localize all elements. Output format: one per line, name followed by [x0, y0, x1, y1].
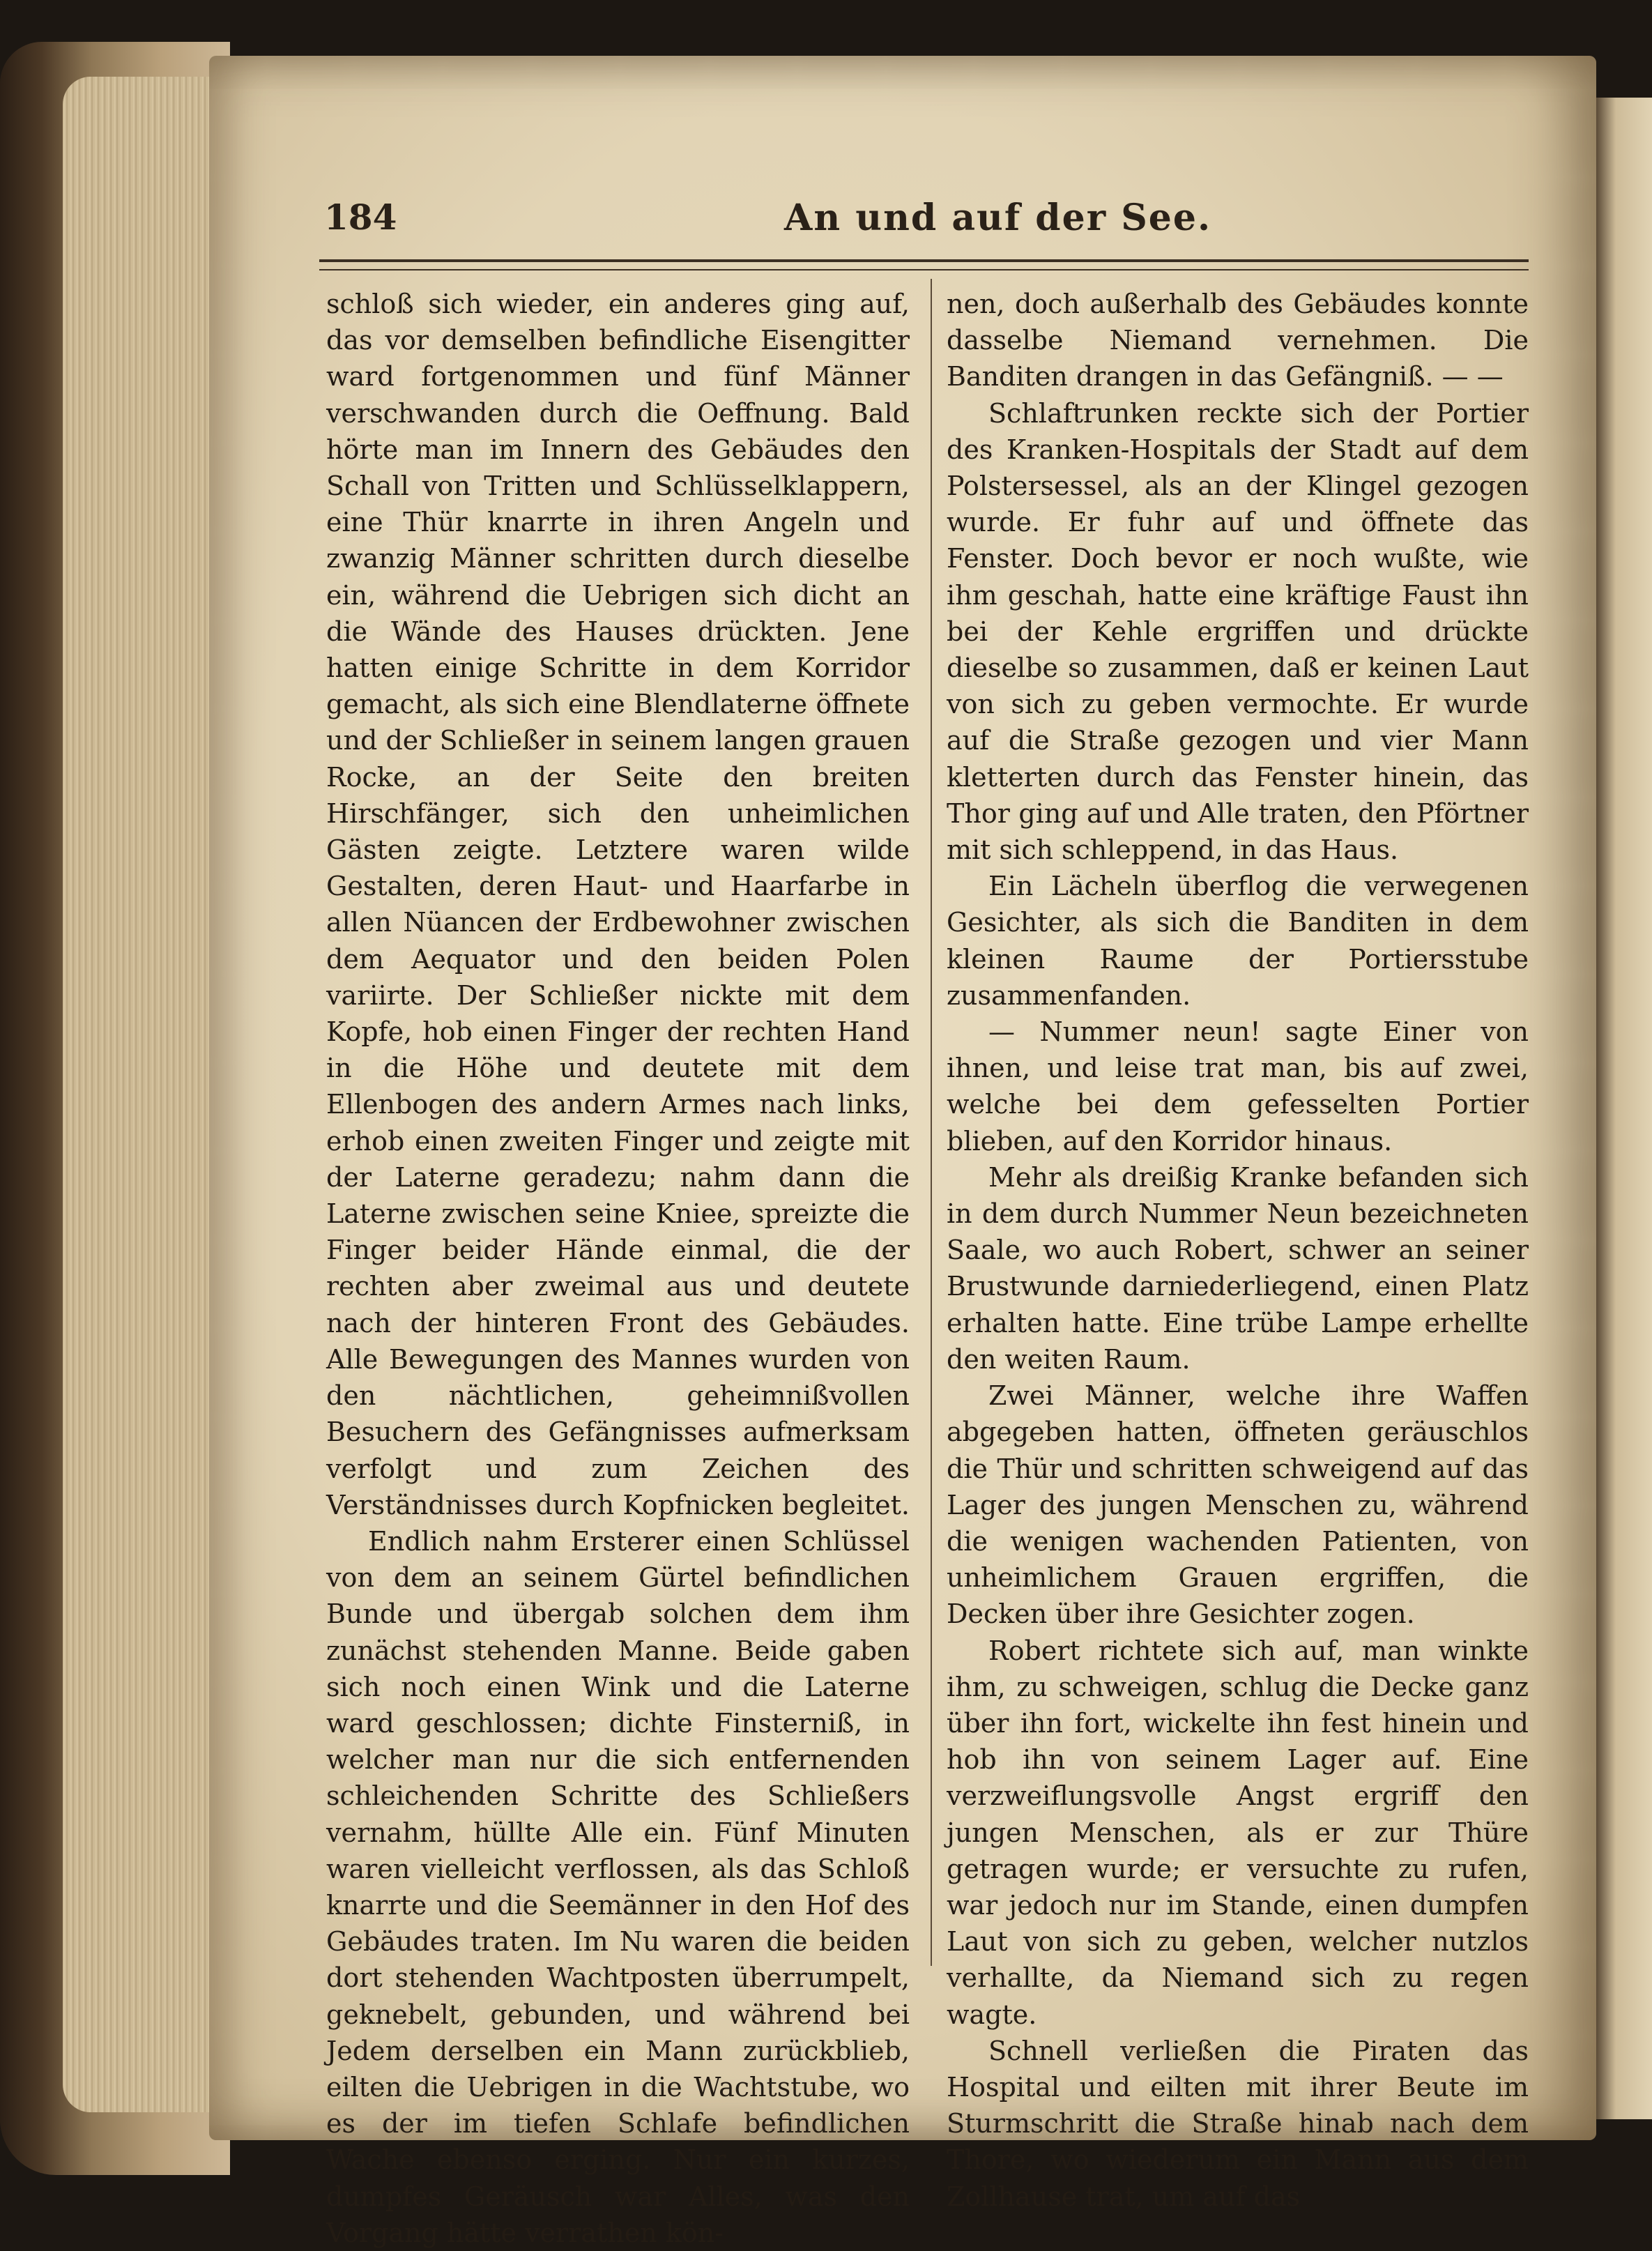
paragraph: Schnell verließen die Piraten das Hospital und eilten mit ihrer Beute im Sturmschritt die Straße hinab nach dem Thore, wo wiederum ein Mann aus dem Zollhause trat, um auf das	[947, 2035, 1529, 2212]
paragraph: Robert richtete sich auf, man winkte ihm, zu schweigen, schlug die Decke ganz über ihn fort, wickelte ihn fest hinein und hob ihn von seinem Lager auf. Eine verzweiflungsvolle Angst ergriff den jungen Menschen, als er zur Thüre getragen wurde; er versuchte zu rufen, war jedoch nur im Stande, einen dumpfen Laut von sich zu geben, welcher nutzlos verhallte, da Niemand sich zu regen wagte.	[947, 1635, 1529, 2030]
facing-page-edge	[1596, 98, 1652, 2119]
header-rule	[319, 259, 1529, 270]
paragraph: — Nummer neun! sagte Einer von ihnen, und leise trat man, bis auf zwei, welche bei dem gefesselten Portier blieben, auf den Korridor hinaus.	[947, 1016, 1529, 1157]
running-title: An und auf der See.	[784, 197, 1212, 239]
paragraph: Mehr als dreißig Kranke befanden sich in dem durch Nummer Neun bezeichneten Saale, wo auch Robert, schwer an seiner Brustwunde darniederliegend, einen Platz erhalten hatte. Eine trübe Lampe erhellte den weiten Raum.	[947, 1161, 1529, 1375]
running-head	[324, 197, 1530, 252]
left-column	[326, 286, 910, 2248]
paragraph: Zwei Männer, welche ihre Waffen abgegeben hatten, öffneten geräuschlos die Thür und schritten schweigend auf das Lager des jungen Menschen zu, während die wenigen wachenden Patienten, von unheimlichem Grauen ergriffen, die Decken über ihre Gesichter zogen.	[947, 1380, 1529, 1630]
paragraph: Endlich nahm Ersterer einen Schlüssel von dem an seinem Gürtel befindlichen Bunde und übergab solchen dem ihm zunächst stehenden Manne. Beide gaben sich noch einen Wink und die Laterne ward geschlossen; dichte Finsterniß, in welcher man nur die sich entfernenden schleichenden Schritte des Schließers vernahm, hüllte Alle ein. Fünf Minuten waren vielleicht verflossen, als das Schloß knarrte und die Seemänner in den Hof des Gebäudes traten. Im Nu waren die beiden dort stehenden Wachtposten überrumpelt, geknebelt, gebunden, und während bei Jedem derselben ein Mann zurückblieb, eilten die Uebrigen in die Wachtstube, wo es der im tiefen Schlafe befindlichen Wache ebenso erging. Nur ein kurzes, dumpfes Geräusch war Alles, was den Vorgang hätte verrathen kön-	[326, 1525, 910, 2248]
column-divider	[931, 279, 932, 1966]
paragraph: Schlaftrunken reckte sich der Portier des Kranken-Hospitals der Stadt auf dem Polstersessel, als an der Klingel gezogen wurde. Er fuhr auf und öffnete das Fenster. Doch bevor er noch wußte, wie ihm geschah, hatte eine kräftige Faust ihn bei der Kehle ergriffen und drückte dieselbe so zusammen, daß er keinen Laut von sich zu geben vermochte. Er wurde auf die Straße gezogen und vier Mann kletterten durch das Fenster hinein, das Thor ging auf und Alle traten, den Pförtner mit sich schleppend, in das Haus.	[947, 397, 1529, 866]
page-number: 184	[324, 197, 397, 238]
paragraph: nen, doch außerhalb des Gebäudes konnte dasselbe Niemand vernehmen. Die Banditen drangen in das Gefängniß. — —	[947, 289, 1529, 392]
paragraph: schloß sich wieder, ein anderes ging auf, das vor demselben befindliche Eisengitter ward fortgenommen und fünf Männer verschwanden durch die Oeffnung. Bald hörte man im Innern des Gebäudes den Schall von Tritten und Schlüsselklappern, eine Thür knarrte in ihren Angeln und zwanzig Männer schritten durch dieselbe ein, während die Uebrigen sich dicht an die Wände des Hauses drückten. Jene hatten einige Schritte in dem Korridor gemacht, als sich eine Blendlaterne öffnete und der Schließer in seinem langen grauen Rocke, an der Seite den breiten Hirschfänger, sich den unheimlichen Gästen zeigte. Letztere waren wilde Gestalten, deren Haut- und Haarfarbe in allen Nüancen der Erdbewohner zwischen dem Aequator und den beiden Polen variirte. Der Schließer nickte mit dem Kopfe, hob einen Finger der rechten Hand in die Höhe und deutete mit dem Ellenbogen des andern Armes nach links, erhob einen zweiten Finger und zeigte mit der Laterne geradezu; nahm dann die Laterne zwischen seine Kniee, spreizte die Finger beider Hände einmal, die der rechten aber zweimal aus und deutete nach der hinteren Front des Gebäudes. Alle Bewegungen des Mannes wurden von den nächtlichen, geheimnißvollen Besuchern des Gefängnisses aufmerksam verfolgt und zum Zeichen des Verständnisses durch Kopfnicken begleitet.	[326, 289, 910, 1520]
right-column	[947, 286, 1529, 2212]
paragraph: Ein Lächeln überflog die verwegenen Gesichter, als sich die Banditen in dem kleinen Raume der Portiersstube zusammenfanden.	[947, 871, 1529, 1011]
